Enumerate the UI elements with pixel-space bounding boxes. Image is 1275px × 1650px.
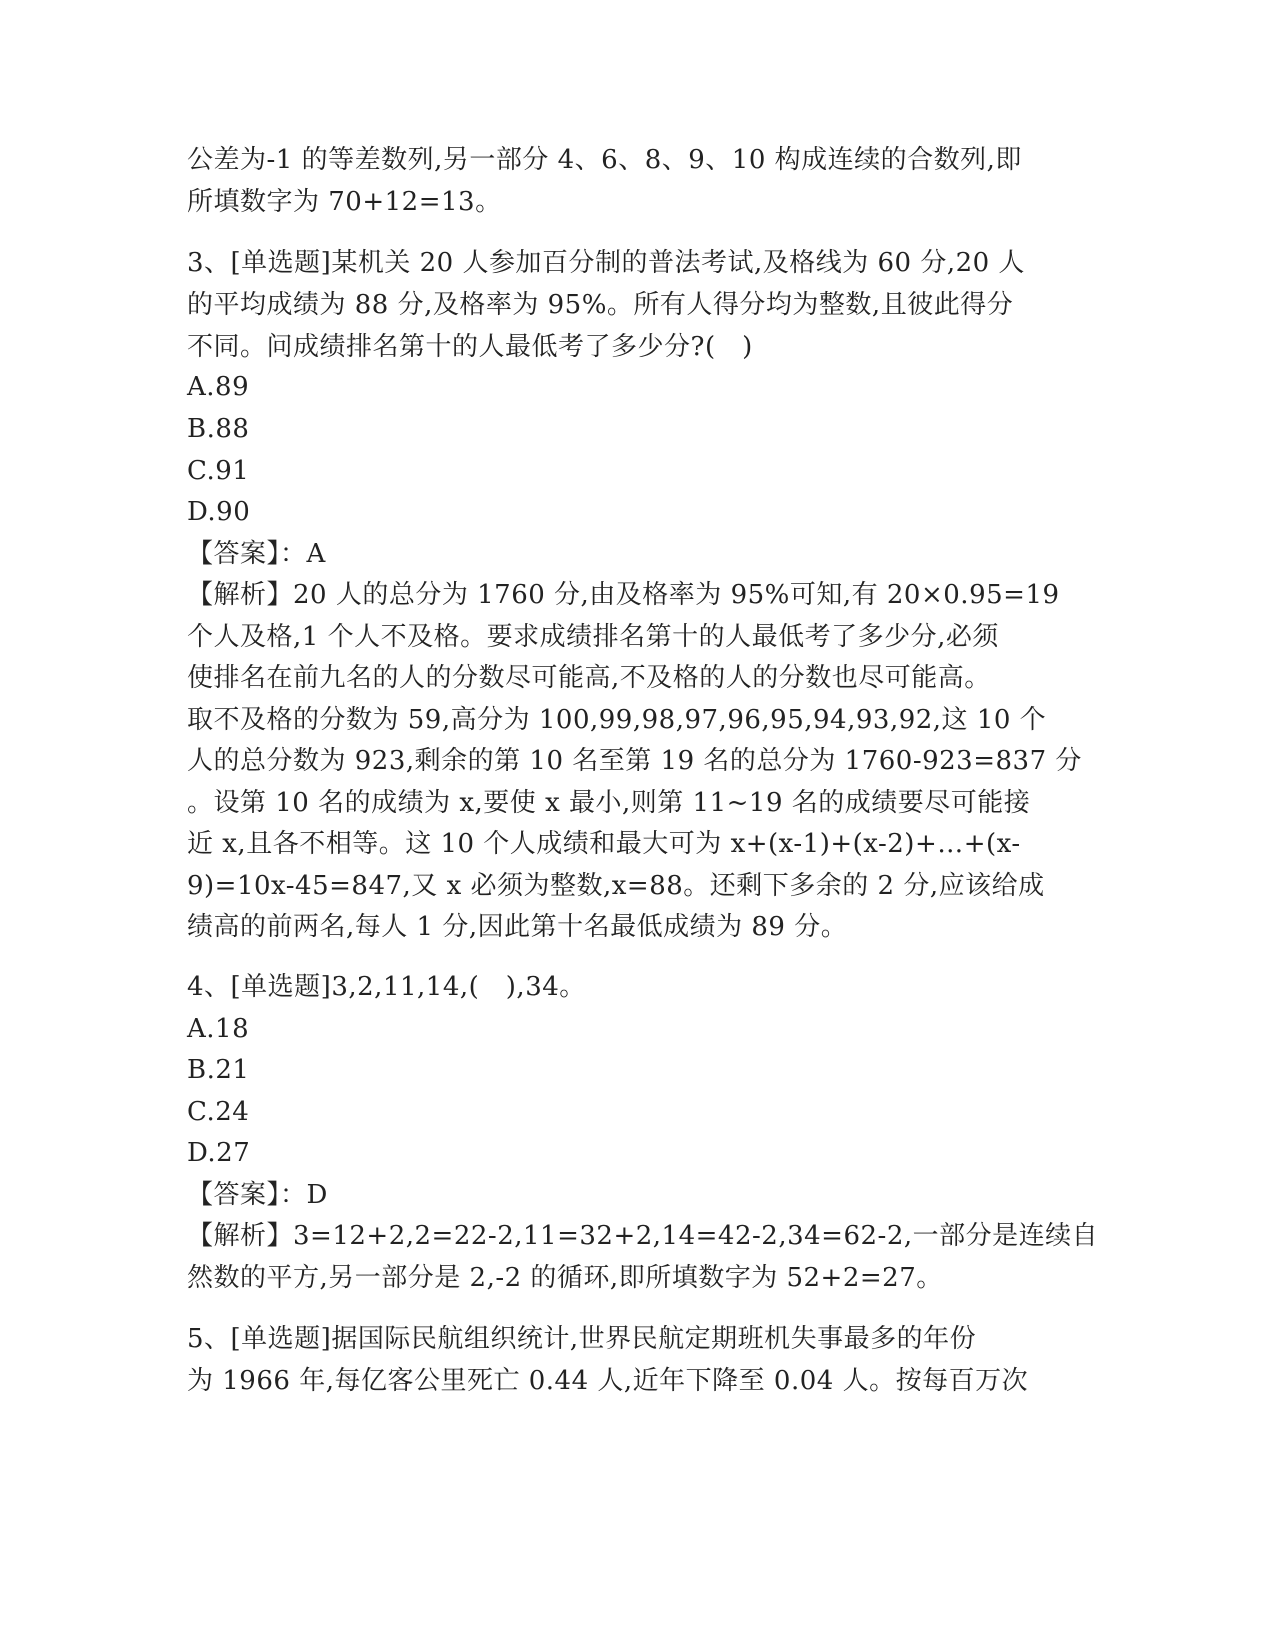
analysis-line: 然数的平方,另一部分是 2,-2 的循环,即所填数字为 52+2=27。: [187, 1263, 943, 1293]
analysis-line: 近 x,且各不相等。这 10 个人成绩和最大可为 x+(x-1)+(x-2)+…+(x-: [187, 829, 1021, 859]
question-stem: 不同。问成绩排名第十的人最低考了多少分?( ): [187, 332, 753, 362]
analysis-line: 个人及格,1 个人不及格。要求成绩排名第十的人最低考了多少分,必须: [187, 622, 999, 652]
analysis-line: 人的总分数为 923,剩余的第 10 名至第 19 名的总分为 1760-923=837 分: [187, 746, 1082, 776]
option-b: B.88: [187, 414, 250, 444]
text-line: 公差为-1 的等差数列,另一部分 4、6、8、9、10 构成连续的合数列,即: [187, 145, 1022, 175]
question-stem: 5、[单选题]据国际民航组织统计,世界民航定期班机失事最多的年份: [187, 1324, 977, 1354]
option-c: C.24: [187, 1097, 250, 1127]
analysis-line: 使排名在前九名的人的分数尽可能高,不及格的人的分数也尽可能高。: [187, 663, 991, 693]
option-d: D.90: [187, 497, 251, 527]
question-stem: 为 1966 年,每亿客公里死亡 0.44 人,近年下降至 0.04 人。按每百万次: [187, 1366, 1029, 1396]
analysis-line: 取不及格的分数为 59,高分为 100,99,98,97,96,95,94,93,92,这 10 个: [187, 705, 1047, 735]
option-c: C.91: [187, 456, 250, 486]
analysis-line: 【解析】20 人的总分为 1760 分,由及格率为 95%可知,有 20×0.95=19: [187, 580, 1060, 610]
option-a: A.89: [187, 372, 250, 402]
question-stem: 4、[单选题]3,2,11,14,( ),34。: [187, 972, 586, 1002]
option-d: D.27: [187, 1138, 251, 1168]
option-a: A.18: [187, 1014, 250, 1044]
analysis-line: 【解析】3=12+2,2=22-2,11=32+2,14=42-2,34=62-2,一部分是连续自: [187, 1221, 1099, 1251]
question-stem: 的平均成绩为 88 分,及格率为 95%。所有人得分均为整数,且彼此得分: [187, 290, 1014, 320]
analysis-line: 9)=10x-45=847,又 x 必须为整数,x=88。还剩下多余的 2 分,应该给成: [187, 871, 1045, 901]
question-stem: 3、[单选题]某机关 20 人参加百分制的普法考试,及格线为 60 分,20 人: [187, 248, 1025, 278]
answer-line: 【答案】：A: [187, 539, 326, 569]
analysis-line: 绩高的前两名,每人 1 分,因此第十名最低成绩为 89 分。: [187, 912, 848, 942]
text-line: 所填数字为 70+12=13。: [187, 187, 502, 217]
answer-line: 【答案】：D: [187, 1180, 328, 1210]
option-b: B.21: [187, 1055, 250, 1085]
analysis-line: 。设第 10 名的成绩为 x,要使 x 最小,则第 11~19 名的成绩要尽可能接: [187, 788, 1031, 818]
